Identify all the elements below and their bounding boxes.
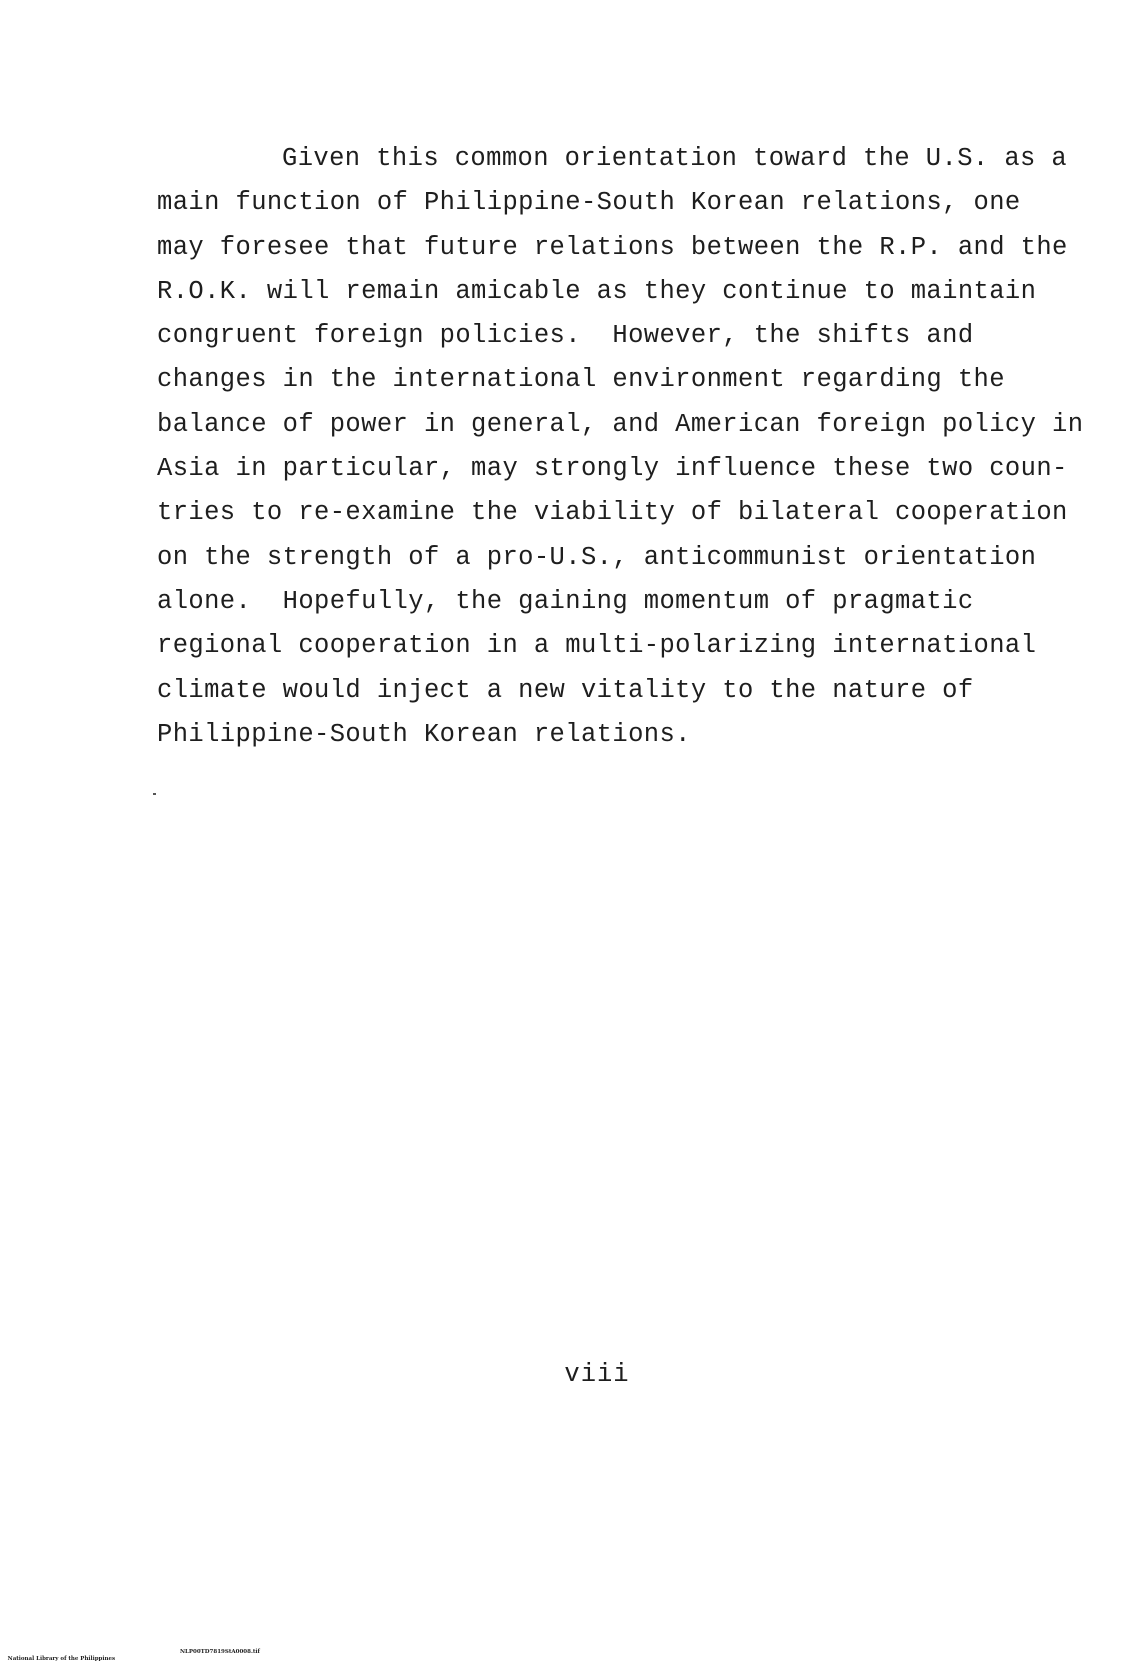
paragraph-line: Given this common orientation toward the U.S. as a [282, 144, 1068, 173]
paragraph-line: alone. Hopefully, the gaining momentum of pragmatic [157, 586, 974, 616]
body-paragraph [157, 137, 1087, 757]
paragraph-line: climate would inject a new vitality to the nature of [157, 675, 974, 705]
paragraph-line: congruent foreign policies. However, the shifts and [157, 321, 974, 351]
paragraph-line: Asia in particular, may strongly influence these two coun- [157, 454, 1068, 484]
paragraph-line: tries to re-examine the viability of bilateral cooperation [157, 498, 1068, 528]
scan-footer [0, 1649, 260, 1677]
stray-ink-mark [153, 793, 156, 795]
paragraph-line: on the strength of a pro-U.S., anticommunist orientation [157, 542, 1037, 572]
paragraph-line: regional cooperation in a multi-polarizing international [157, 631, 1037, 661]
footer-library-name: National Library of the Philippines [7, 1656, 116, 1662]
paragraph-line: Philippine-South Korean relations. [157, 719, 691, 749]
paragraph-line: R.O.K. will remain amicable as they continue to maintain [157, 276, 1037, 306]
footer-file-id: NLP00TD7819StA0008.tif [180, 1649, 260, 1655]
paragraph-line: balance of power in general, and American foreign policy in [157, 409, 1084, 439]
page-number: viii [564, 1360, 630, 1389]
paragraph-line: changes in the international environment regarding the [157, 365, 1005, 395]
paragraph-line: may foresee that future relations between the R.P. and the [157, 232, 1068, 262]
paragraph-line: main function of Philippine-South Korean relations, one [157, 188, 1021, 218]
